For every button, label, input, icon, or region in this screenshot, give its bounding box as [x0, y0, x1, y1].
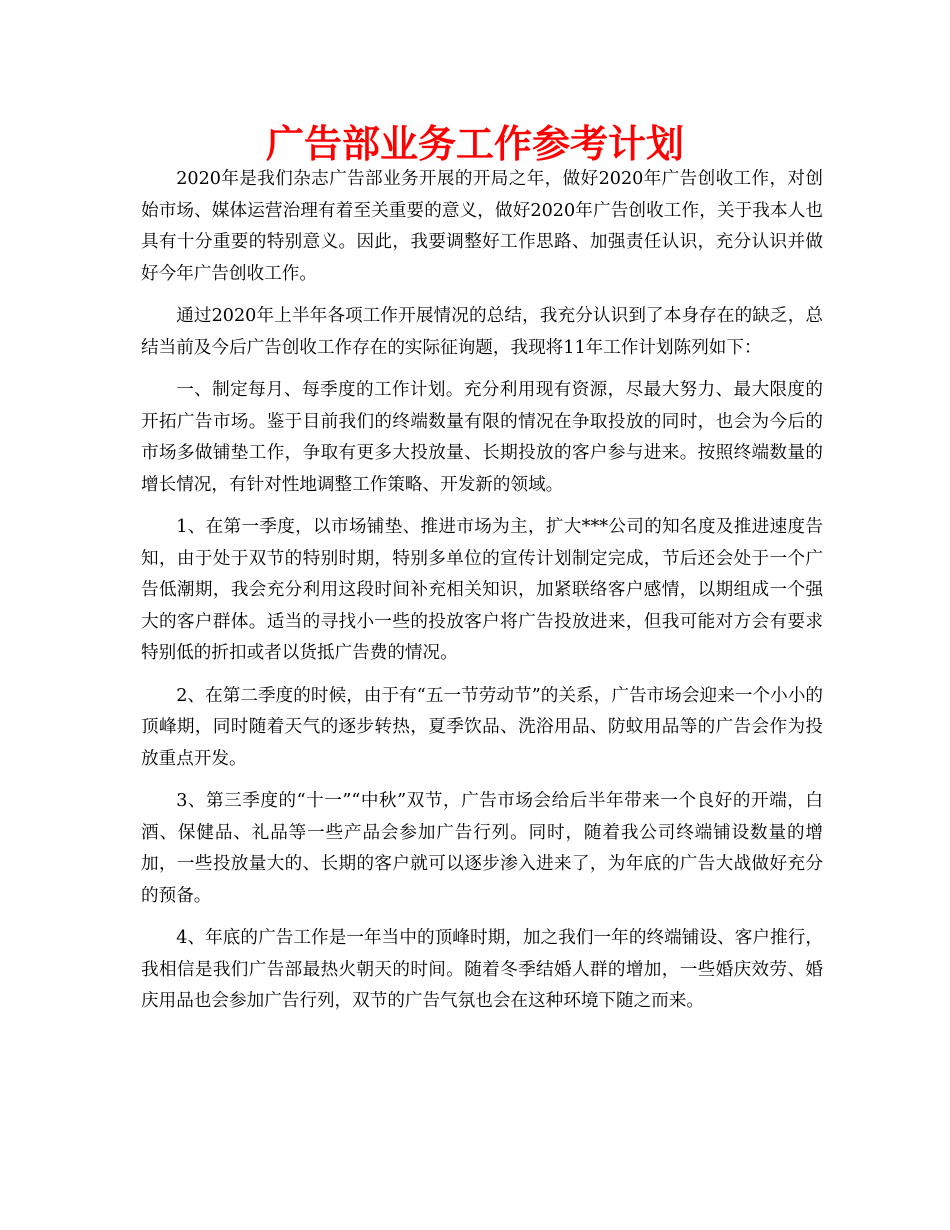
paragraph-section-one: 一、制定每月、每季度的工作计划。充分利用现有资源，尽最大努力、最大限度的开拓广告市场。鉴于目前我们的终端数量有限的情况在争取投放的同时，也会为今后的市场多做铺垫工作，争取有更多大投放量、长期投放的客户参与进来。按照终端数量的增长情况，有针对性地调整工作策略、开发新的领域。: [141, 380, 823, 495]
paragraph-intro: 2020年是我们杂志广告部业务开展的开局之年，做好2020年广告创收工作，对创始市场、媒体运营治理有着至关重要的意义，做好2020年广告创收工作，关于我本人也具有十分重要的特别意义。因此，我要调整好工作思路、加强责任认识，充分认识并做好今年广告创收工作。: [141, 169, 823, 284]
paragraph-q2: 2、在第二季度的时候，由于有“五一节劳动节”的关系，广告市场会迎来一个小小的顶峰期，同时随着天气的逐步转热，夏季饮品、洗浴用品、防蚊用品等的广告会作为投放重点开发。: [141, 685, 823, 769]
paragraph-q1: 1、在第一季度，以市场铺垫、推进市场为主，扩大***公司的知名度及推进速度告知，由于处于双节的特别时期，特别多单位的宣传计划制定完成，节后还会处于一个广告低潮期，我会充分利用这段时间补充相关知识，加紧联络客户感情，以期组成一个强大的客户群体。适当的寻找小一些的投放客户将广告投放进来，但我可能对方会有要求特别低的折扣或者以货抵广告费的情况。: [141, 517, 823, 663]
document-body: [141, 164, 823, 1029]
paragraph-q4: 4、年底的广告工作是一年当中的顶峰时期，加之我们一年的终端铺设、客户推行，我相信是我们广告部最热火朝天的时间。随着冬季结婚人群的增加，一些婚庆效劳、婚庆用品也会参加广告行列，双节的广告气氛也会在这种环境下随之而来。: [141, 928, 823, 1011]
document-title: 广告部业务工作参考计划: [265, 121, 684, 166]
paragraph-summary: 通过2020年上半年各项工作开展情况的总结，我充分认识到了本身存在的缺乏，总结当前及今后广告创收工作存在的实际征询题，我现将11年工作计划陈列如下：: [141, 306, 823, 358]
paragraph-q3: 3、第三季度的“十一”“中秋”双节，广告市场会给后半年带来一个良好的开端，白酒、保健品、礼品等一些产品会参加广告行列。同时，随着我公司终端铺设数量的增加，一些投放量大的、长期的客户就可以逐步渗入进来了，为年底的广告大战做好充分的预备。: [141, 791, 823, 906]
